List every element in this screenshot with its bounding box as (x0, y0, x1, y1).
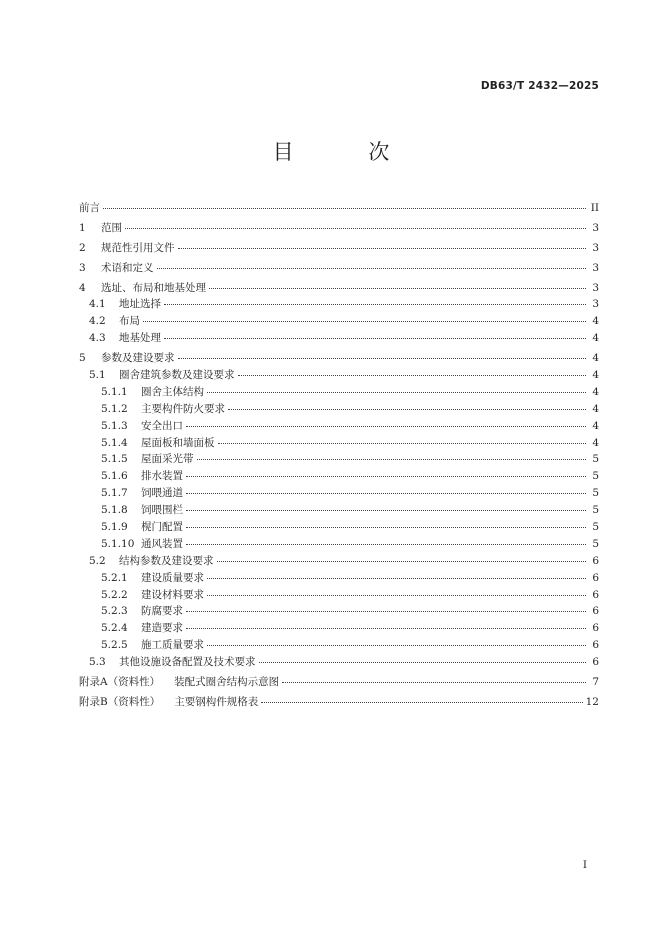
toc-entry-page: 12 (585, 695, 599, 708)
toc-entry-text: 圈舍建筑参数及建设要求 (119, 369, 235, 382)
dot-leader (125, 228, 586, 229)
toc-entry-text: 结构参数及建设要求 (119, 554, 214, 567)
toc-entry-text: 术语和定义 (101, 261, 154, 274)
toc-entry-text: 前言 (79, 202, 100, 214)
dot-leader (186, 426, 586, 427)
toc-entry-number: 4.2 (89, 315, 106, 328)
toc-entry-label (101, 570, 204, 587)
toc-entry[interactable] (79, 367, 599, 384)
dot-leader (186, 544, 586, 545)
toc-entry-number: 1 (79, 221, 86, 234)
dot-leader (282, 682, 586, 683)
toc-entry[interactable] (79, 637, 599, 654)
dot-leader (207, 645, 586, 646)
toc-entry-label (101, 620, 183, 637)
toc-entry-label (79, 200, 100, 217)
toc-entry[interactable] (79, 502, 599, 519)
toc-entry-number: 5.1.4 (101, 436, 128, 449)
toc-entry[interactable] (79, 553, 599, 570)
dot-leader (164, 304, 586, 305)
dot-leader (238, 375, 587, 376)
toc-entry[interactable] (79, 313, 599, 330)
toc-entry-label (101, 451, 194, 468)
toc-entry-page: 5 (592, 521, 599, 534)
toc-entry-number: 5.2 (89, 554, 106, 567)
toc-entry-label (79, 694, 258, 711)
toc-entry-label (89, 553, 214, 570)
toc-entry-number: 5.1.3 (101, 419, 128, 432)
toc-entry[interactable] (79, 401, 599, 418)
toc-entry-page: 6 (592, 656, 599, 669)
toc-entry-label (89, 367, 235, 384)
toc-entry-label (101, 536, 183, 553)
toc-entry-label (101, 401, 225, 418)
toc-entry-label (79, 260, 154, 277)
toc-entry-text: 装配式圈舍结构示意图 (174, 676, 280, 689)
toc-entry-text: 选址、布局和地基处理 (101, 281, 206, 294)
toc-entry-page: 6 (592, 554, 599, 567)
dot-leader (103, 208, 586, 209)
toc-entry-label (89, 330, 161, 347)
toc-entry-label (89, 296, 161, 313)
toc-entry-number: 5.1.10 (101, 537, 135, 550)
toc-entry[interactable] (79, 296, 599, 313)
toc-entry-number: 4.3 (89, 332, 106, 345)
toc-entry-page: 6 (592, 639, 599, 652)
toc-entry-number: 5.2.2 (101, 588, 128, 601)
dot-leader (178, 248, 587, 249)
toc-entry-text: 主要构件防火要求 (141, 402, 225, 415)
toc-entry-number: 4 (79, 281, 86, 294)
toc-entry[interactable] (79, 519, 599, 536)
toc-entry-label (79, 674, 279, 691)
toc-entry[interactable] (79, 654, 599, 671)
toc-entry-page: 4 (592, 332, 599, 345)
toc-entry-number: 5.2.5 (101, 639, 128, 652)
dot-leader (207, 578, 586, 579)
toc-entry-text: 饲喂围栏 (141, 504, 183, 517)
toc-entry-number: 5.2.3 (101, 605, 128, 618)
dot-leader (186, 476, 586, 477)
toc-entry[interactable] (79, 485, 599, 502)
toc-entry[interactable] (79, 220, 599, 237)
toc-entry-text: 建设材料要求 (141, 588, 204, 601)
toc-entry[interactable] (79, 240, 599, 257)
dot-leader (197, 459, 587, 460)
toc-entry-number: 5 (79, 352, 86, 365)
toc-entry-text: 范围 (101, 221, 122, 234)
toc-entry-page: 4 (592, 385, 599, 398)
toc-entry-number: 5.3 (89, 656, 106, 669)
toc-entry-page: 5 (592, 453, 599, 466)
toc-entry-text: 规范性引用文件 (101, 241, 175, 254)
toc-entry-page: 5 (592, 504, 599, 517)
toc-entry-page: 6 (592, 622, 599, 635)
toc-entry-number: 3 (79, 261, 86, 274)
toc-entry-label (79, 280, 206, 297)
toc-entry-page: 6 (592, 605, 599, 618)
toc-entry-number: 2 (79, 241, 86, 254)
toc-entry[interactable] (79, 330, 599, 347)
toc-entry-number: 4.1 (89, 298, 106, 311)
toc-entry-number: 5.1 (89, 369, 106, 382)
toc-entry-number: 5.1.2 (101, 402, 128, 415)
toc-entry-page: 3 (592, 241, 599, 254)
toc-entry[interactable] (79, 468, 599, 485)
dot-leader (186, 527, 586, 528)
toc-entry[interactable] (79, 280, 599, 297)
page-number: I (582, 859, 587, 871)
toc-entry[interactable] (79, 200, 599, 217)
toc-entry-label (101, 468, 183, 485)
toc-entry-page: 7 (592, 676, 599, 689)
toc-entry-number: 附录B（资料性） (79, 695, 161, 708)
toc-entry-page: 5 (592, 487, 599, 500)
toc-entry-text: 其他设施设备配置及技术要求 (119, 656, 256, 669)
toc-entry-page: 4 (592, 352, 599, 365)
toc-entry-page: 4 (592, 419, 599, 432)
toc-entry[interactable] (79, 620, 599, 637)
toc-entry-text: 布局 (119, 315, 140, 328)
toc-entry-text: 建设质量要求 (141, 571, 204, 584)
dot-leader (217, 561, 587, 562)
standard-code: DB63/T 2432—2025 (480, 80, 599, 92)
toc-entry-text: 施工质量要求 (141, 639, 204, 652)
toc-entry-text: 排水装置 (141, 470, 183, 483)
toc-entry-number: 附录A（资料性） (79, 676, 161, 689)
dot-leader (186, 493, 586, 494)
toc-entry[interactable] (79, 350, 599, 367)
toc-entry-page: II (590, 202, 599, 214)
dot-leader (178, 358, 587, 359)
dot-leader (207, 595, 586, 596)
table-of-contents (79, 200, 599, 711)
dot-leader (186, 510, 586, 511)
dot-leader (157, 268, 587, 269)
toc-entry[interactable] (79, 384, 599, 401)
toc-entry-number: 5.2.4 (101, 622, 128, 635)
toc-entry[interactable] (79, 587, 599, 604)
toc-entry-label (101, 587, 204, 604)
toc-entry-text: 安全出口 (141, 419, 183, 432)
toc-entry[interactable] (79, 603, 599, 620)
dot-leader (186, 611, 586, 612)
toc-entry-text: 参数及建设要求 (101, 352, 175, 365)
toc-entry-text: 建造要求 (141, 622, 183, 635)
toc-entry-text: 圈舍主体结构 (141, 385, 204, 398)
toc-entry-label (101, 637, 204, 654)
dot-leader (186, 628, 586, 629)
toc-entry-page: 3 (592, 281, 599, 294)
toc-entry-page: 5 (592, 537, 599, 550)
toc-entry-page: 4 (592, 402, 599, 415)
toc-entry[interactable] (79, 694, 599, 711)
toc-entry-text: 防腐要求 (141, 605, 183, 618)
dot-leader (218, 443, 587, 444)
toc-entry[interactable] (79, 674, 599, 691)
toc-entry-text: 屋面板和墙面板 (141, 436, 215, 449)
toc-entry-label (101, 519, 183, 536)
toc-entry-page: 4 (592, 369, 599, 382)
dot-leader (164, 338, 586, 339)
toc-entry-label (79, 220, 122, 237)
toc-entry-label (101, 435, 215, 452)
toc-entry[interactable] (79, 260, 599, 277)
toc-entry-number: 5.1.9 (101, 521, 128, 534)
toc-entry-text: 榥门配置 (141, 521, 183, 534)
dot-leader (228, 409, 586, 410)
toc-entry-page: 4 (592, 315, 599, 328)
dot-leader (259, 662, 587, 663)
page-title: 目 次 (272, 140, 424, 164)
toc-entry-number: 5.1.8 (101, 504, 128, 517)
toc-entry-number: 5.1.6 (101, 470, 128, 483)
toc-entry-label (89, 313, 140, 330)
toc-entry-label (89, 654, 256, 671)
toc-entry-label (79, 240, 175, 257)
toc-entry-label (101, 485, 183, 502)
toc-entry[interactable] (79, 570, 599, 587)
toc-entry-number: 5.1.7 (101, 487, 128, 500)
toc-entry-text: 地址选择 (119, 298, 161, 311)
toc-entry-text: 通风装置 (141, 537, 183, 550)
toc-entry-text: 饲喂通道 (141, 487, 183, 500)
dot-leader (143, 321, 586, 322)
toc-entry-page: 5 (592, 470, 599, 483)
toc-entry-label (79, 350, 175, 367)
toc-entry[interactable] (79, 451, 599, 468)
toc-entry-page: 6 (592, 571, 599, 584)
toc-entry[interactable] (79, 418, 599, 435)
toc-entry-number: 5.1.1 (101, 385, 128, 398)
toc-entry-number: 5.1.5 (101, 453, 128, 466)
toc-entry-text: 主要钢构件规格表 (174, 695, 259, 708)
dot-leader (207, 392, 586, 393)
toc-entry-number: 5.2.1 (101, 571, 128, 584)
toc-entry-label (101, 502, 183, 519)
toc-entry-page: 4 (592, 436, 599, 449)
toc-entry-label (101, 603, 183, 620)
toc-entry-label (101, 384, 204, 401)
toc-entry-page: 3 (592, 221, 599, 234)
toc-entry-text: 地基处理 (119, 332, 161, 345)
dot-leader (209, 288, 586, 289)
toc-entry-page: 3 (592, 261, 599, 274)
toc-entry[interactable] (79, 536, 599, 553)
toc-entry-page: 6 (592, 588, 599, 601)
dot-leader (261, 702, 582, 703)
toc-entry-text: 屋面采光带 (141, 453, 194, 466)
toc-entry-label (101, 418, 183, 435)
toc-entry-page: 3 (592, 298, 599, 311)
toc-entry[interactable] (79, 435, 599, 452)
